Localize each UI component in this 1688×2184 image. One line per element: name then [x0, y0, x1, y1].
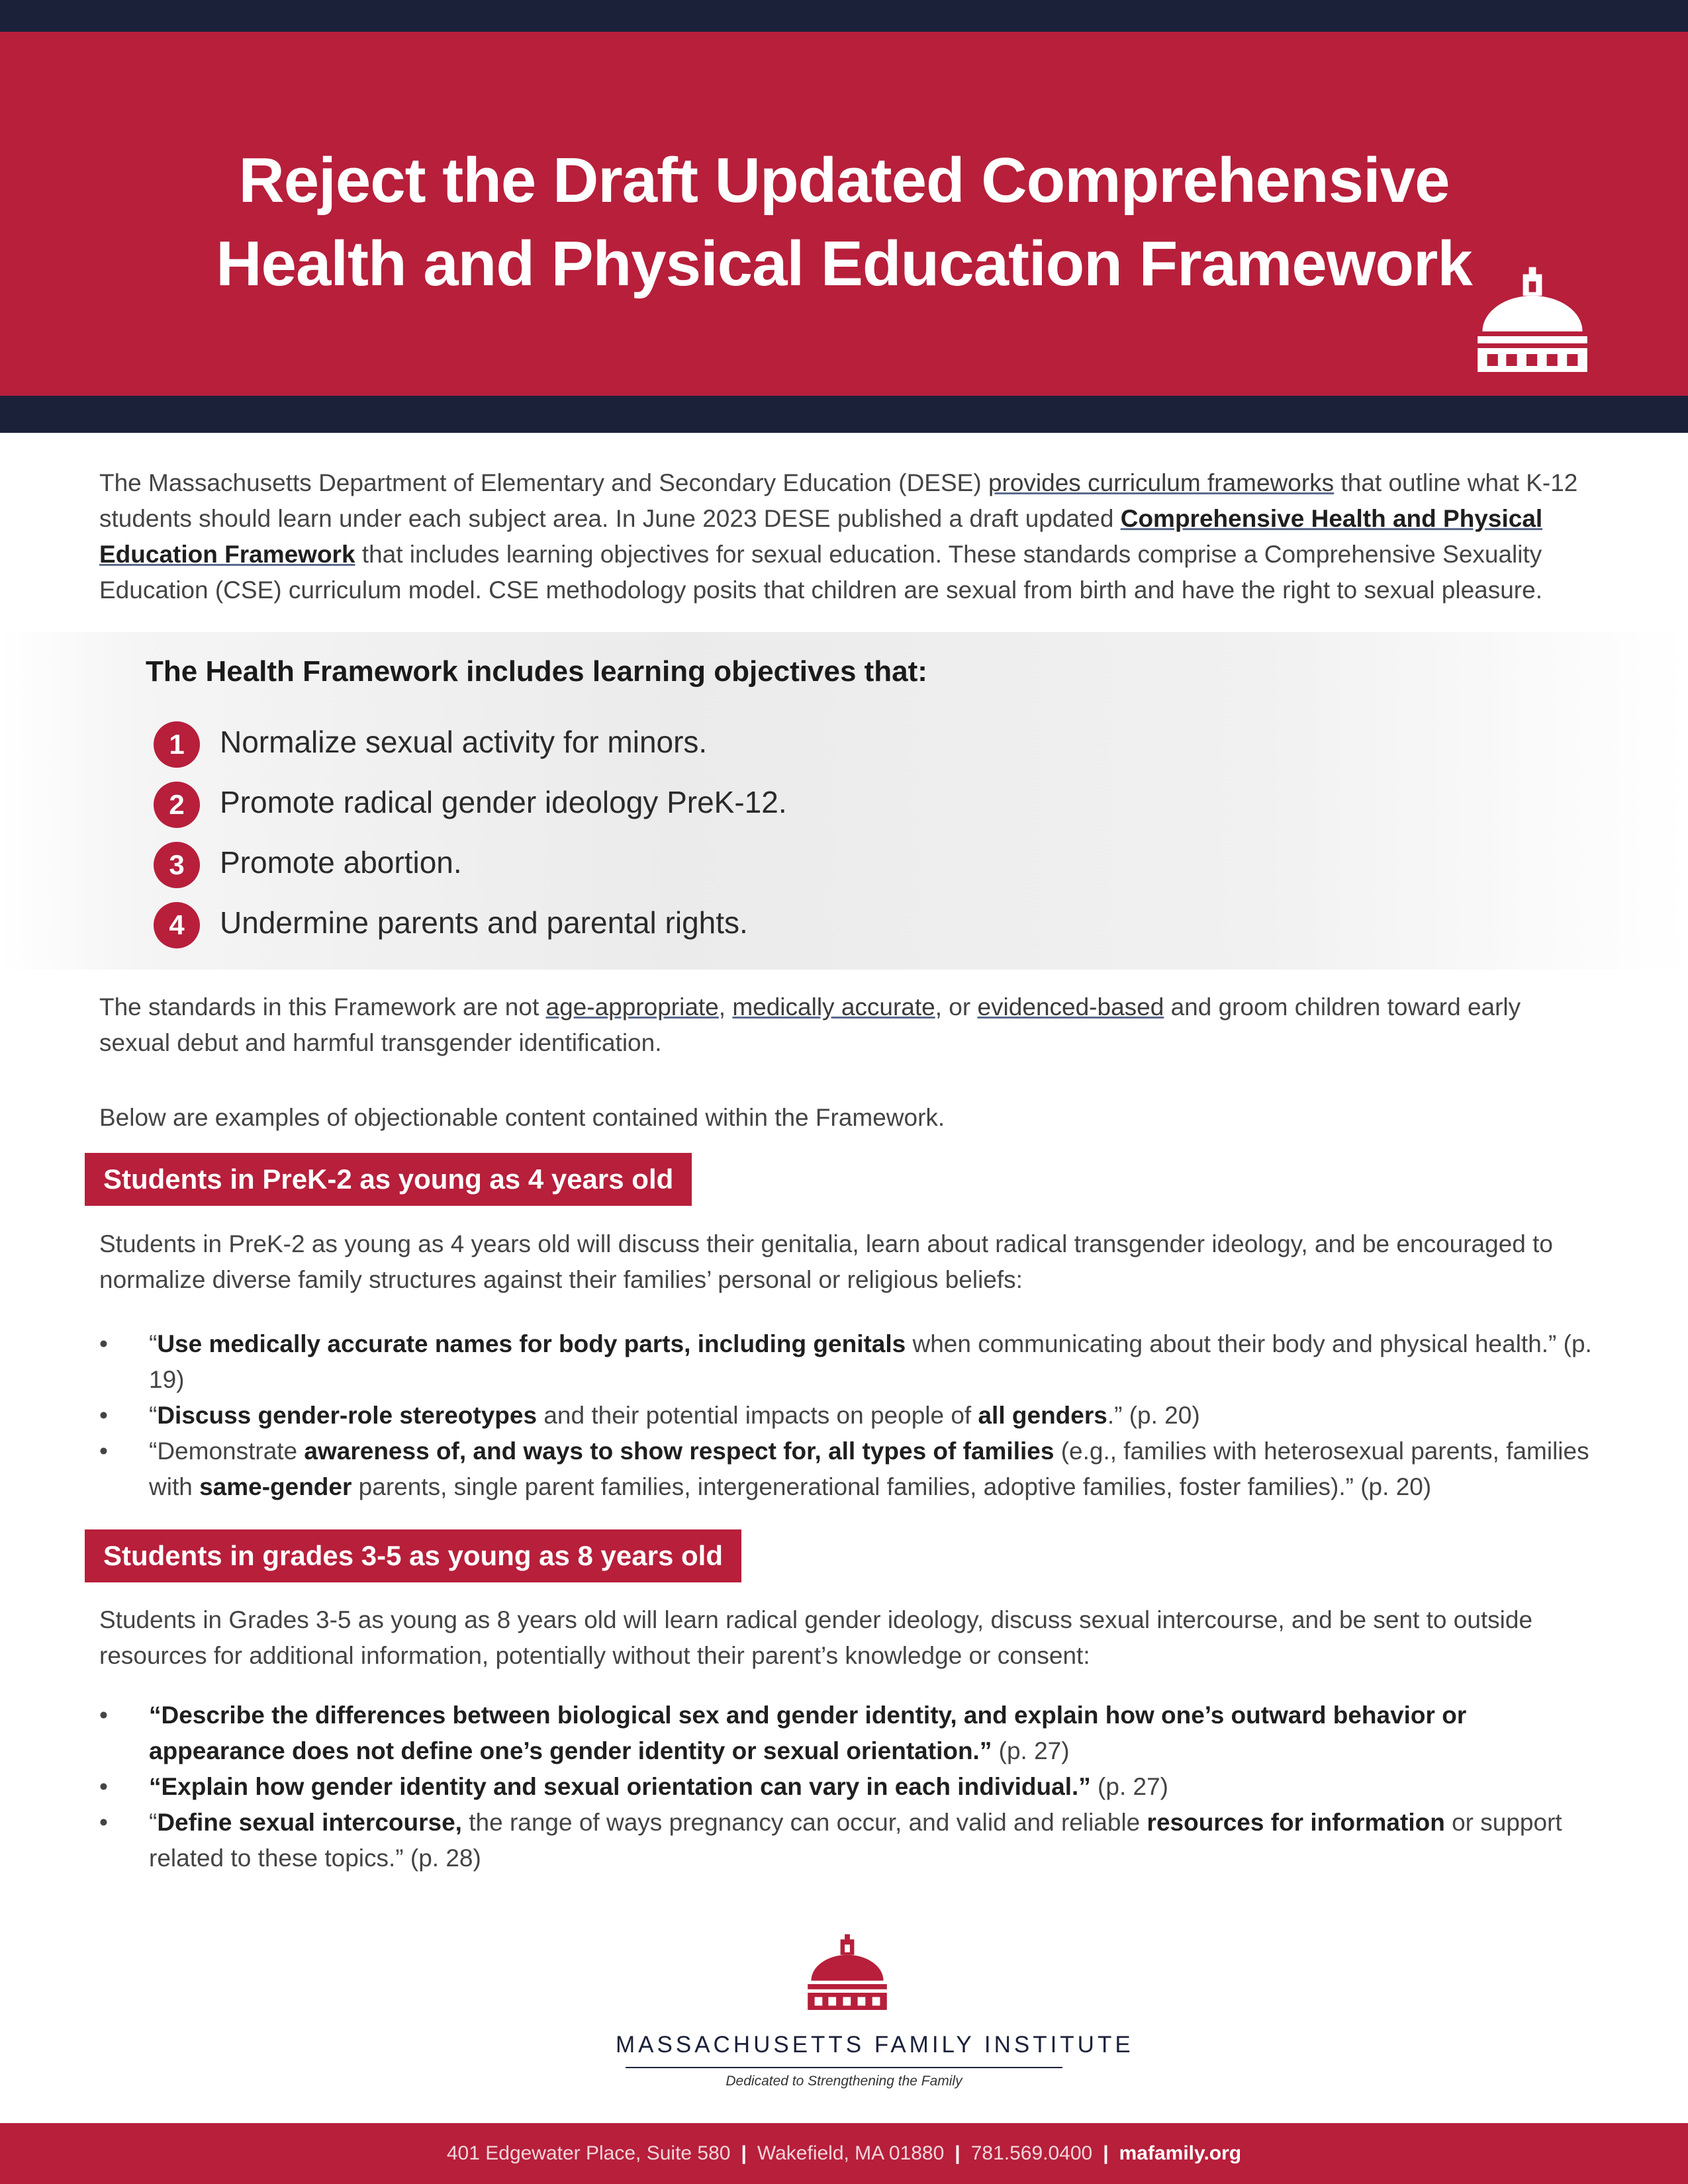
objectives-heading: The Health Framework includes learning objectives that: [146, 655, 927, 688]
section-label-prek2: Students in PreK-2 as young as 4 years old [85, 1153, 692, 1206]
section-grades-3-5-bullets [99, 1698, 1595, 1876]
objective-text: Promote abortion. [220, 845, 462, 880]
objective-text: Promote radical gender ideology PreK-12. [220, 785, 787, 819]
header-top-stripe [0, 0, 1688, 32]
footer-separator: | [741, 2142, 747, 2164]
objective-text: Undermine parents and parental rights. [220, 905, 748, 940]
organization-name: MASSACHUSETTS FAMILY INSTITUTE [616, 2032, 1134, 2058]
footer-bar [0, 2123, 1688, 2184]
list-item: • “Explain how gender identity and sexual orientation can vary in each individual.” (p. 27) [99, 1769, 1595, 1805]
bullet-dot: • [99, 1330, 108, 1357]
bullet-dot: • [99, 1702, 108, 1729]
objective-number-badge: 2 [154, 782, 200, 828]
list-item: • “Define sexual intercourse, the range of ways pregnancy can occur, and valid and reliable resources for information or support related to these topics.” (p. 28) [99, 1805, 1595, 1876]
age-appropriate-link[interactable]: age-appropriate [545, 993, 719, 1021]
bullet-dot: • [99, 1437, 108, 1465]
standards-text-3: , or [935, 993, 978, 1021]
page-title-line-2: Health and Physical Education Framework [216, 228, 1472, 299]
list-item: • “Demonstrate awareness of, and ways to show respect for, all types of families (e.g., families with heterosexual parents, families with same-gender parents, single parent families, intergenerational families, adoptive families, foster families).” (p. 20) [99, 1433, 1595, 1505]
curriculum-frameworks-link[interactable]: provides curriculum frameworks [988, 469, 1335, 496]
footer-website-link[interactable]: mafamily.org [1119, 2142, 1242, 2164]
bullet-dot: • [99, 1809, 108, 1836]
logo-divider [626, 2067, 1062, 2068]
header-bottom-stripe [0, 396, 1688, 433]
intro-paragraph [99, 465, 1595, 608]
footer-separator: | [955, 2142, 961, 2164]
list-item: • “Discuss gender-role stereotypes and their potential impacts on people of all genders.” (p. 20) [99, 1398, 1595, 1433]
footer-address: 401 Edgewater Place, Suite 580 [446, 2142, 731, 2164]
examples-intro: Below are examples of objectionable content contained within the Framework. [99, 1104, 945, 1131]
section-prek2-bullets [99, 1326, 1595, 1505]
section-grades-3-5-description: Students in Grades 3-5 as young as 8 years old will learn radical gender ideology, discuss sexual intercourse, and be sent to outside resources for additional information, potentially without their parent’s knowledge or consent: [99, 1606, 1533, 1669]
bullet-dot: • [99, 1773, 108, 1800]
page-title [132, 139, 1556, 306]
bullet-dot: • [99, 1402, 108, 1429]
intro-text-2: that outline what K-12 students should learn under each subject area. In June 2023 DESE published a draft updated [99, 469, 1578, 532]
objective-number-badge: 1 [154, 721, 200, 768]
standards-text-2: , [718, 993, 733, 1021]
standards-text-4: and groom children toward early sexual debut and harmful transgender identification. [99, 993, 1521, 1056]
list-item: • “Describe the differences between biological sex and gender identity, and explain how one’s outward behavior or appearance does not define one’s gender identity or sexual orientation.” (p. 27) [99, 1698, 1595, 1769]
standards-text-1: The standards in this Framework are not [99, 993, 546, 1021]
footer-phone: 781.569.0400 [970, 2142, 1093, 2164]
page-title-line-1: Reject the Draft Updated Comprehensive [238, 145, 1450, 216]
objective-text: Normalize sexual activity for minors. [220, 725, 708, 759]
evidenced-based-link[interactable]: evidenced-based [977, 993, 1164, 1021]
footer-city: Wakefield, MA 01880 [757, 2142, 945, 2164]
footer-separator: | [1103, 2142, 1109, 2164]
medically-accurate-link[interactable]: medically accurate [732, 993, 935, 1021]
section-prek2-description: Students in PreK-2 as young as 4 years old will discuss their genitalia, learn about radical transgender ideology, and be encouraged to normalize diverse family structures against their families’ personal or religious beliefs: [99, 1230, 1553, 1293]
footer-contact [0, 2123, 1688, 2184]
intro-text-1: The Massachusetts Department of Elementary and Secondary Education (DESE) [99, 469, 988, 496]
capitol-dome-icon [1473, 265, 1592, 384]
capitol-logo-icon [804, 1933, 890, 2019]
section-label-grades-3-5: Students in grades 3-5 as young as 8 years old [85, 1529, 741, 1582]
objective-number-badge: 4 [154, 902, 200, 948]
health-framework-link[interactable]: Comprehensive Health and Physical Education Framework [99, 505, 1543, 568]
list-item: • “Use medically accurate names for body parts, including genitals when communicating about their body and physical health.” (p. 19) [99, 1326, 1595, 1398]
intro-text-3: that includes learning objectives for sexual education. These standards comprise a Comprehensive Sexuality Education (CSE) curriculum model. CSE methodology posits that children are sexual from birth and have the right to sexual pleasure. [99, 541, 1542, 604]
objective-number-badge: 3 [154, 842, 200, 888]
organization-tagline: Dedicated to Strengthening the Family [726, 2073, 962, 2089]
standards-paragraph [99, 989, 1595, 1061]
